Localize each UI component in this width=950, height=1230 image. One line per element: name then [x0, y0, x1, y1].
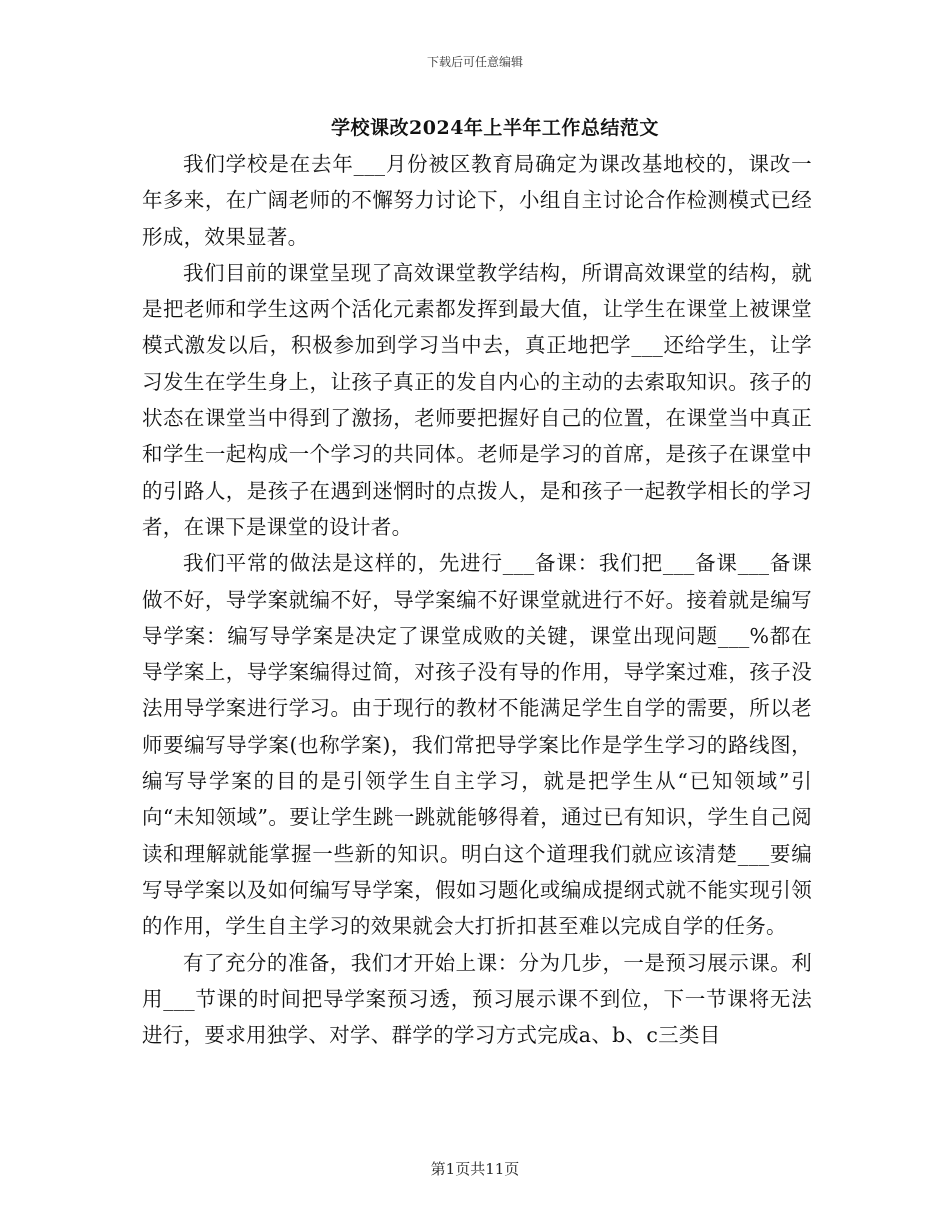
paragraph-4: 有了充分的准备，我们才开始上课：分为几步，一是预习展示课。利用___节课的时间把导学案预习透，预习展示课不到位，下一节课将无法进行，要求用独学、对学、群学的学习方式完成a、b、c三类目	[142, 950, 812, 1048]
page-number: 第1页共11页	[430, 1160, 520, 1178]
paragraph-2: 我们目前的课堂呈现了高效课堂教学结构，所谓高效课堂的结构，就是把老师和学生这两个活化元素都发挥到最大值，让学生在课堂上被课堂模式激发以后，积极参加到学习当中去，真正地把学___还给学生，让学习发生在学生身上，让孩子真正的发自内心的主动的去索取知识。孩子的状态在课堂当中得到了激扬，老师要把握好自己的位置，在课堂当中真正和学生一起构成一个学习的共同体。老师是学习的首席，是孩子在课堂中的引路人，是孩子在遇到迷惘时的点拨人，是和孩子一起教学相长的学习者，在课下是课堂的设计者。	[142, 260, 812, 539]
header-note: 下载后可任意编辑	[426, 55, 523, 69]
document-body	[142, 146, 812, 1053]
paragraph-1: 我们学校是在去年___月份被区教育局确定为课改基地校的，课改一年多来，在广阔老师的不懈努力讨论下，小组自主讨论合作检测模式已经形成，效果显著。	[142, 152, 812, 249]
paragraph-3: 我们平常的做法是这样的，先进行___备课：我们把___备课___备课做不好，导学案就编不好，导学案编不好课堂就进行不好。接着就是编写导学案：编写导学案是决定了课堂成败的关键，课堂出现问题___%都在导学案上，导学案编得过简，对孩子没有导的作用，导学案过难，孩子没法用导学案进行学习。由于现行的教材不能满足学生自学的需要，所以老师要编写导学案(也称学案)，我们常把导学案比作是学生学习的路线图，编写导学案的目的是引领学生自主学习，就是把学生从“已知领域”引向“未知领域”。要让学生跳一跳就能够得着，通过已有知识，学生自己阅读和理解就能掌握一些新的知识。明白这个道理我们就应该清楚___要编写导学案以及如何编写导学案，假如习题化或编成提纲式就不能实现引领的作用，学生自主学习的效果就会大打折扣甚至难以完成自学的任务。	[142, 551, 812, 939]
document-title: 学校课改2024年上半年工作总结范文	[331, 117, 659, 139]
